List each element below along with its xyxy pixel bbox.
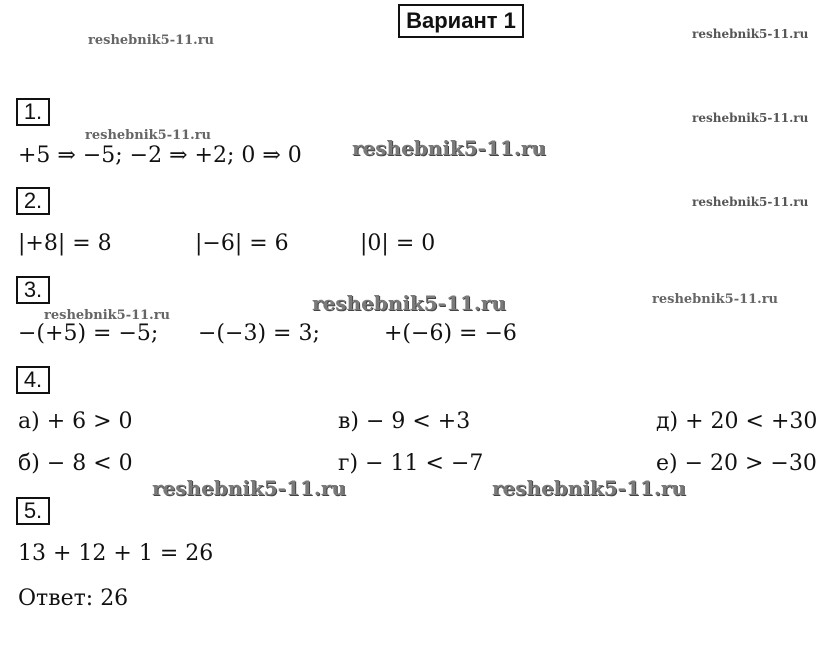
- watermark: reshebnik5-11.ru: [652, 292, 779, 307]
- watermark: reshebnik5-11.ru: [44, 308, 171, 323]
- watermark: reshebnik5-11.ru: [352, 136, 546, 160]
- task-5-calc: 13 + 12 + 1 = 26: [18, 541, 214, 566]
- task-4-e: е) − 20 > −30: [656, 451, 817, 476]
- task-number-5: 5.: [16, 497, 50, 525]
- task-2-b: |−6| = 6: [195, 231, 289, 256]
- task-2-a: |+8| = 8: [18, 231, 112, 256]
- task-3-a: −(+5) = −5;: [18, 321, 159, 346]
- watermark: reshebnik5-11.ru: [312, 291, 506, 315]
- task-5-answer: Ответ: 26: [18, 586, 129, 611]
- watermark: reshebnik5-11.ru: [692, 111, 809, 125]
- watermark: reshebnik5-11.ru: [152, 476, 346, 500]
- task-4-g: г) − 11 < −7: [338, 451, 484, 476]
- task-number-1: 1.: [16, 98, 50, 126]
- task-4-a: а) + 6 > 0: [18, 409, 133, 434]
- page-title: Вариант 1: [398, 4, 524, 38]
- watermark: reshebnik5-11.ru: [692, 27, 809, 41]
- watermark: reshebnik5-11.ru: [88, 33, 215, 48]
- watermark: reshebnik5-11.ru: [492, 476, 686, 500]
- task-4-v: в) − 9 < +3: [338, 409, 471, 434]
- task-3-c: +(−6) = −6: [384, 321, 517, 346]
- task-number-3: 3.: [16, 276, 50, 304]
- task-number-2: 2.: [16, 187, 50, 215]
- task-4-b: б) − 8 < 0: [18, 451, 133, 476]
- task-3-b: −(−3) = 3;: [198, 321, 320, 346]
- task-1-answer: +5 ⇒ −5; −2 ⇒ +2; 0 ⇒ 0: [18, 143, 302, 168]
- watermark: reshebnik5-11.ru: [85, 128, 212, 143]
- task-2-c: |0| = 0: [360, 231, 436, 256]
- task-number-4: 4.: [16, 366, 50, 394]
- watermark: reshebnik5-11.ru: [692, 195, 809, 209]
- task-4-d: д) + 20 < +30: [656, 409, 818, 434]
